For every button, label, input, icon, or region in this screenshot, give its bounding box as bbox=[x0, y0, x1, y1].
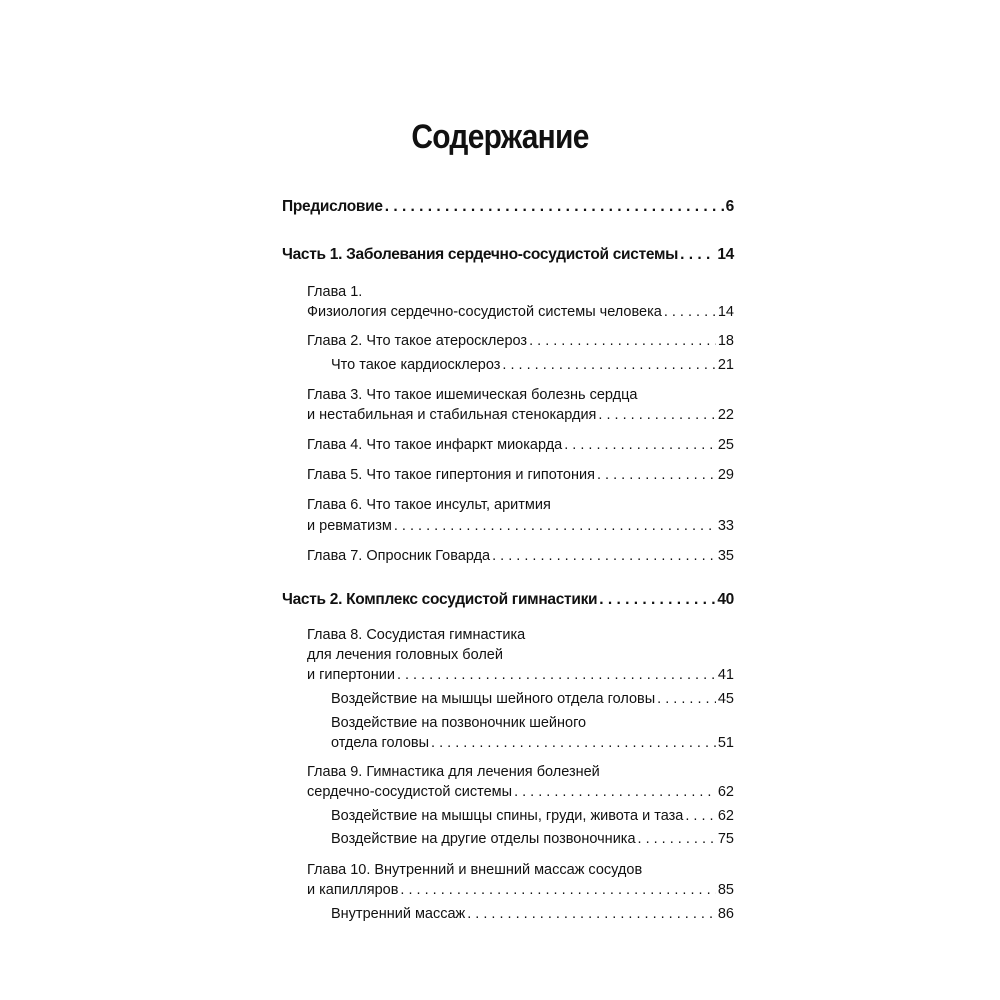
toc-page-number: 45 bbox=[717, 691, 734, 707]
toc-entry-chapter-10-sub-1[interactable] bbox=[331, 906, 734, 922]
toc-entry-label: и гипертонии bbox=[307, 667, 395, 683]
toc-entry-chapter-3[interactable] bbox=[307, 407, 734, 423]
toc-page-number: 62 bbox=[717, 808, 734, 824]
toc-entry-line: Воздействие на позвоночник шейного bbox=[331, 715, 587, 731]
dot-leader bbox=[685, 808, 716, 824]
toc-page-number: 18 bbox=[717, 333, 734, 349]
toc-entry-label: Воздействие на другие отделы позвоночника bbox=[331, 831, 636, 847]
toc-entry-line: Глава 1. bbox=[307, 284, 363, 300]
dot-leader bbox=[400, 882, 715, 898]
toc-page-number: 40 bbox=[717, 591, 734, 608]
toc-entry-line: Глава 3. Что такое ишемическая болезнь сердца bbox=[307, 387, 638, 403]
toc-entry-label: Предисловие bbox=[282, 198, 383, 215]
toc-entry-label: сердечно-сосудистой системы bbox=[307, 784, 513, 800]
toc-entry-label: Что такое кардиосклероз bbox=[331, 357, 501, 373]
toc-page-number: 6 bbox=[725, 198, 734, 215]
toc-page-number: 22 bbox=[717, 407, 734, 423]
toc-page-number: 29 bbox=[717, 467, 734, 483]
toc-entry-chapter-4[interactable] bbox=[307, 437, 734, 453]
dot-leader bbox=[431, 735, 716, 751]
toc-page-number: 14 bbox=[717, 246, 734, 263]
toc-entry-chapter-10[interactable] bbox=[307, 882, 734, 898]
toc-entry-chapter-5[interactable] bbox=[307, 467, 734, 483]
toc-entry-label: Внутренний массаж bbox=[331, 906, 466, 922]
toc-entry-chapter-6[interactable] bbox=[307, 518, 734, 534]
toc-entry-chapter-9-sub-2[interactable] bbox=[331, 831, 734, 847]
toc-entry-part-1[interactable] bbox=[282, 246, 734, 264]
toc-entry-chapter-9[interactable] bbox=[307, 784, 734, 800]
dot-leader bbox=[598, 407, 715, 423]
toc-entry-label: и ревматизм bbox=[307, 518, 392, 534]
dot-leader bbox=[529, 333, 716, 349]
toc-entry-label: Часть 2. Комплекс сосудистой гимнастики bbox=[282, 591, 598, 608]
dot-leader bbox=[680, 246, 715, 264]
dot-leader bbox=[394, 518, 716, 534]
dot-leader bbox=[502, 357, 715, 373]
toc-page-number: 21 bbox=[717, 357, 734, 373]
dot-leader bbox=[664, 304, 716, 320]
toc-page-number: 41 bbox=[717, 667, 734, 683]
toc-entry-label: отдела головы bbox=[331, 735, 430, 751]
dot-leader bbox=[657, 691, 716, 707]
toc-page-number: 86 bbox=[717, 906, 734, 922]
toc-entry-chapter-8-sub-2[interactable] bbox=[331, 735, 734, 751]
dot-leader bbox=[397, 667, 716, 683]
dot-leader bbox=[599, 591, 715, 609]
toc-entry-chapter-1[interactable] bbox=[307, 304, 734, 320]
toc-entry-chapter-2[interactable] bbox=[307, 333, 734, 349]
toc-entry-chapter-2-sub-1[interactable] bbox=[331, 357, 734, 373]
toc-entry-label: и нестабильная и стабильная стенокардия bbox=[307, 407, 597, 423]
toc-entry-label: Глава 7. Опросник Говарда bbox=[307, 548, 491, 564]
toc-entry-chapter-8-sub-1[interactable] bbox=[331, 691, 734, 707]
page-title: Содержание bbox=[411, 118, 589, 156]
dot-leader bbox=[564, 437, 716, 453]
toc-page-number: 14 bbox=[717, 304, 734, 320]
toc-entry-chapter-9-sub-1[interactable] bbox=[331, 808, 734, 824]
toc-page-number: 35 bbox=[717, 548, 734, 564]
toc-entry-line: Глава 6. Что такое инсульт, аритмия bbox=[307, 497, 551, 513]
toc-entry-chapter-7[interactable] bbox=[307, 548, 734, 564]
toc-page-number: 51 bbox=[717, 735, 734, 751]
toc-entry-line: Глава 8. Сосудистая гимнастика bbox=[307, 627, 526, 643]
toc-entry-label: Глава 5. Что такое гипертония и гипотония bbox=[307, 467, 595, 483]
toc-entry-line: Глава 10. Внутренний и внешний массаж сосудов bbox=[307, 862, 643, 878]
toc-entry-label: Часть 1. Заболевания сердечно-сосудистой системы bbox=[282, 246, 679, 263]
toc-entry-line: для лечения головных болей bbox=[307, 647, 503, 663]
toc-entry-preface[interactable] bbox=[282, 198, 734, 216]
toc-page-number: 75 bbox=[717, 831, 734, 847]
toc-entry-label: Физиология сердечно-сосудистой системы человека bbox=[307, 304, 662, 320]
toc-entry-label: Глава 2. Что такое атеросклероз bbox=[307, 333, 528, 349]
dot-leader bbox=[638, 831, 716, 847]
dot-leader bbox=[597, 467, 716, 483]
toc-page-number: 62 bbox=[717, 784, 734, 800]
toc-page-number: 33 bbox=[717, 518, 734, 534]
toc-page-number: 25 bbox=[717, 437, 734, 453]
toc-entry-chapter-8[interactable] bbox=[307, 667, 734, 683]
toc-entry-label: и капилляров bbox=[307, 882, 399, 898]
dot-leader bbox=[385, 198, 724, 216]
toc-page-number: 85 bbox=[717, 882, 734, 898]
toc-entry-label: Глава 4. Что такое инфаркт миокарда bbox=[307, 437, 563, 453]
dot-leader bbox=[514, 784, 716, 800]
dot-leader bbox=[467, 906, 716, 922]
toc-entry-label: Воздействие на мышцы спины, груди, живота и таза bbox=[331, 808, 684, 824]
toc-entry-part-2[interactable] bbox=[282, 591, 734, 609]
toc-entry-label: Воздействие на мышцы шейного отдела головы bbox=[331, 691, 656, 707]
toc-entry-line: Глава 9. Гимнастика для лечения болезней bbox=[307, 764, 600, 780]
dot-leader bbox=[492, 548, 716, 564]
